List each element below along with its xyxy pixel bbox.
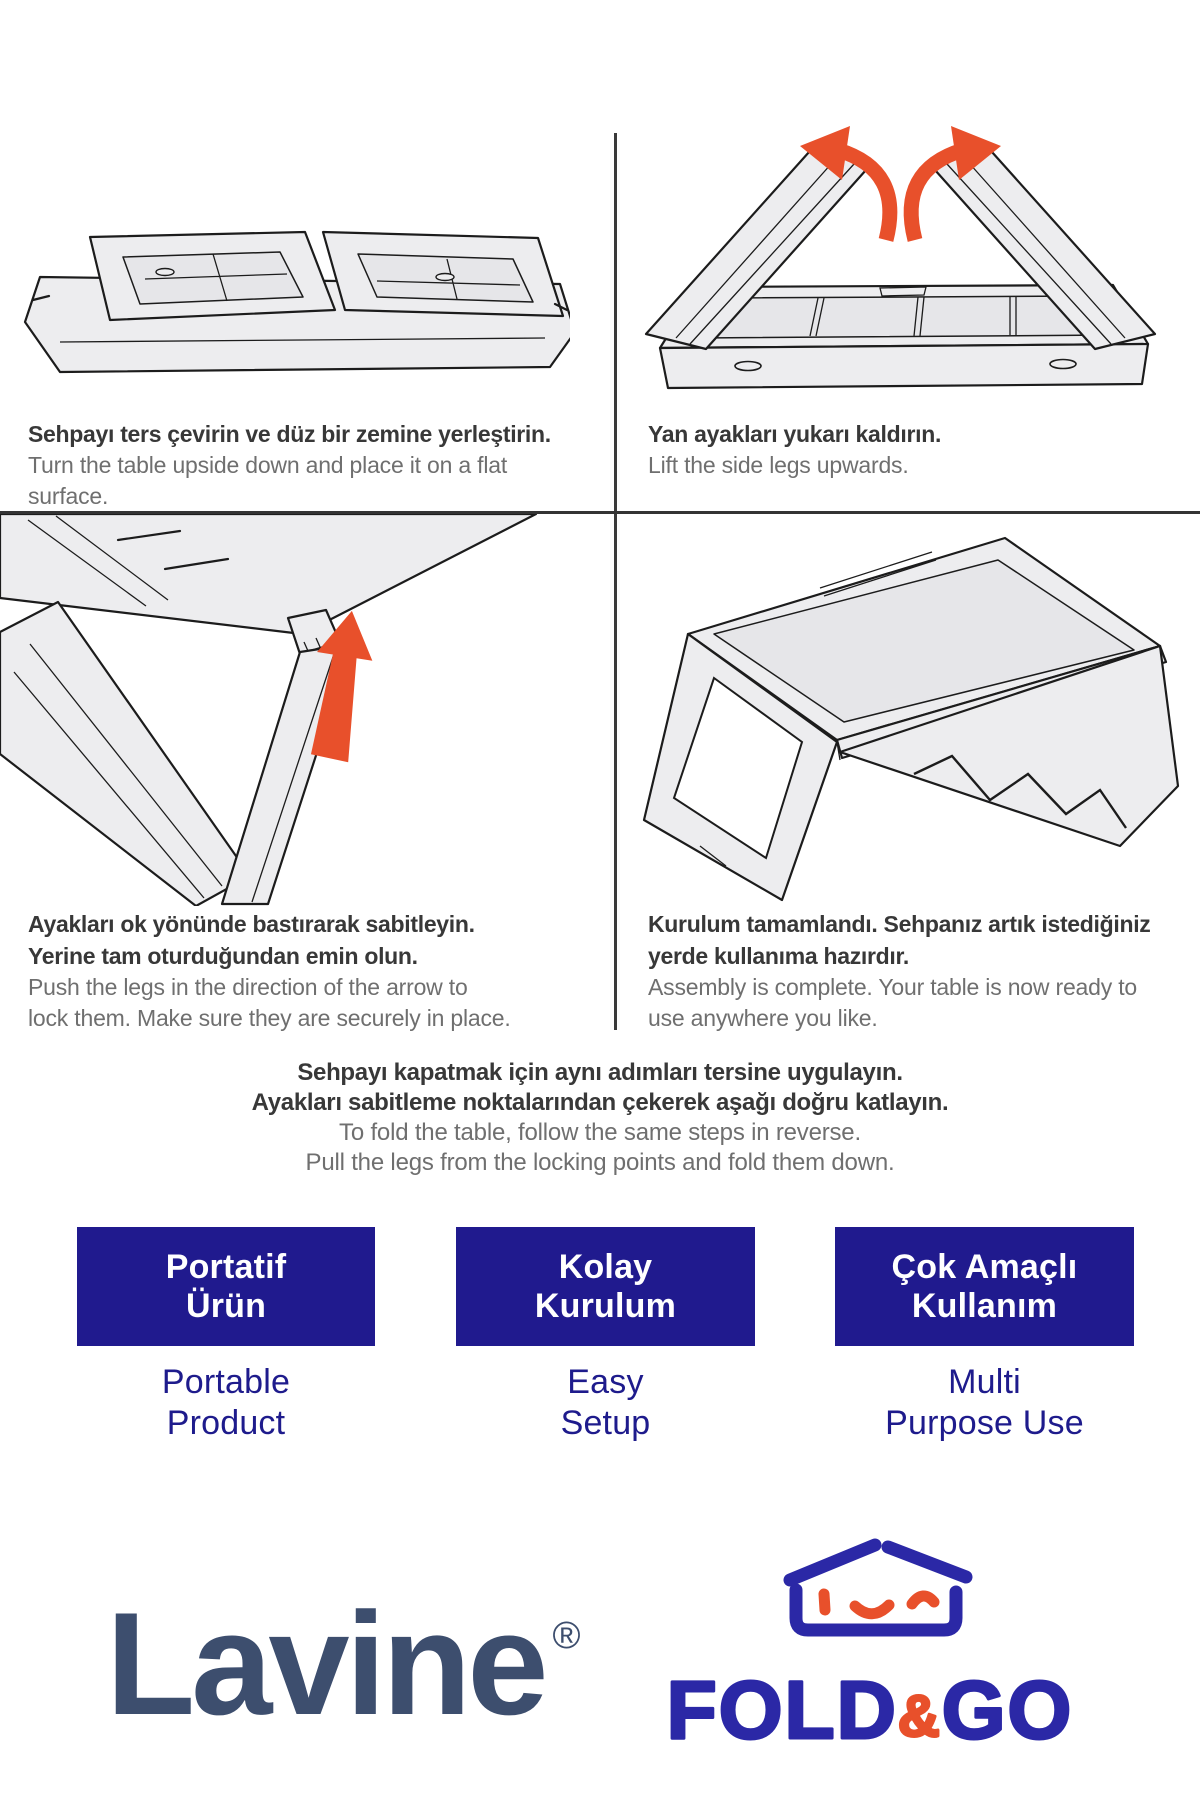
step-2-caption-en: Lift the side legs upwards. xyxy=(648,452,909,478)
step-2-caption-tr: Yan ayakları yukarı kaldırın. xyxy=(648,421,942,447)
badge-line: Kullanım xyxy=(911,1286,1058,1325)
step-1-caption-en: surface. xyxy=(28,483,109,509)
badge-line: Ürün xyxy=(185,1286,267,1325)
step-4-caption-en: Assembly is complete. Your table is now ready to xyxy=(648,974,1137,1000)
feature-label-line: Easy xyxy=(567,1363,644,1401)
feature-badge-portable xyxy=(77,1227,375,1346)
lavine-logo-text: Lavine xyxy=(106,1582,545,1745)
feature-label-portable xyxy=(77,1362,375,1444)
registered-trademark-icon: ® xyxy=(552,1615,581,1657)
fold-note-tr: Ayakları sabitleme noktalarından çekerek aşağı doğru katlayın. xyxy=(251,1089,949,1116)
badge-line: Çok Amaçlı xyxy=(891,1247,1078,1286)
step-3-caption-tr: Yerine tam oturduğundan emin olun. xyxy=(28,943,418,969)
foldgo-wordmark: FOLD&GO xyxy=(666,1665,1074,1756)
column-divider xyxy=(614,133,617,1030)
foldgo-logo xyxy=(648,1528,1093,1773)
house-face-icon xyxy=(824,1594,934,1614)
fold-note xyxy=(0,1058,1200,1178)
step-3-caption-en: lock them. Make sure they are securely in place. xyxy=(28,1005,511,1031)
feature-badge-multi-purpose xyxy=(835,1227,1134,1346)
step-1-caption-en: Turn the table upside down and place it on a flat xyxy=(28,452,508,478)
step-3-caption xyxy=(28,908,511,1034)
lock-legs-illustration xyxy=(0,514,612,906)
fold-note-en: Pull the legs from the locking points and fold them down. xyxy=(305,1149,895,1176)
feature-label-easy-setup xyxy=(456,1362,755,1444)
step-4-caption-en: use anywhere you like. xyxy=(648,1005,878,1031)
step-2-caption xyxy=(648,418,941,481)
step-3-caption-en: Push the legs in the direction of the arrow to xyxy=(28,974,468,1000)
step-1-caption xyxy=(28,418,551,512)
lift-side-legs-illustration xyxy=(618,102,1183,397)
step-4-caption xyxy=(648,908,1151,1034)
feature-label-line: Purpose Use xyxy=(885,1404,1084,1442)
feature-label-line: Product xyxy=(166,1404,286,1442)
badge-line: Kolay xyxy=(558,1247,653,1286)
step-1-caption-tr: Sehpayı ters çevirin ve düz bir zemine yerleştirin. xyxy=(28,421,551,447)
feature-badge-easy-setup xyxy=(456,1227,755,1346)
badge-line: Kurulum xyxy=(534,1286,677,1325)
feature-label-line: Multi xyxy=(948,1363,1021,1401)
step-4-caption-tr: yerde kullanıma hazırdır. xyxy=(648,943,909,969)
feature-label-line: Setup xyxy=(560,1404,651,1442)
fold-note-tr: Sehpayı kapatmak için aynı adımları tersine uygulayın. xyxy=(297,1059,903,1086)
feature-label-multi-purpose xyxy=(835,1362,1134,1444)
folded-table-illustration xyxy=(15,182,570,397)
step-4-caption-tr: Kurulum tamamlandı. Sehpanız artık istediğiniz xyxy=(648,911,1151,937)
assembled-table-illustration xyxy=(622,516,1195,902)
badge-line: Portatif xyxy=(165,1247,287,1286)
fold-note-en: To fold the table, follow the same steps in reverse. xyxy=(339,1119,861,1146)
feature-label-line: Portable xyxy=(161,1363,291,1401)
lavine-logo xyxy=(106,1580,581,1748)
step-3-caption-tr: Ayakları ok yönünde bastırarak sabitleyin. xyxy=(28,911,475,937)
